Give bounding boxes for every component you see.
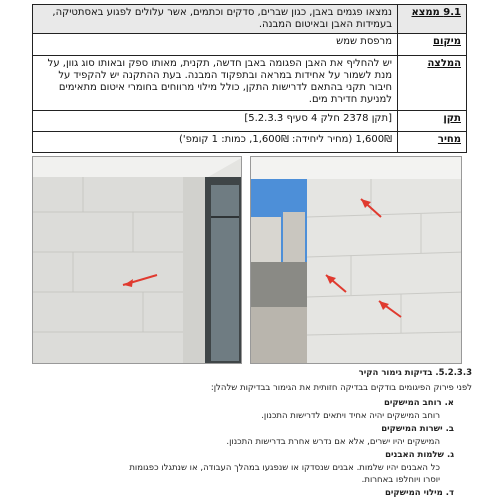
spec-item-b-letter: ב. bbox=[445, 424, 454, 434]
photo-gallery bbox=[32, 156, 462, 364]
stone-wall-balcony-image bbox=[251, 157, 462, 364]
finding-text: נמצאו פגמים באבן, כגון שברים, סדקים וכתמים, אשר עלולים לפגוע באסתטיקה, בעמידות האבן ובאיטום המבנה. bbox=[33, 5, 398, 34]
spec-item-d-letter: ד. bbox=[445, 488, 454, 498]
location-label: מיקום bbox=[398, 34, 467, 56]
standard-label: תקן bbox=[398, 111, 467, 132]
stone-wall-photo-corner bbox=[32, 156, 242, 364]
spec-item-c-text2: יוסרו ויוחלפו באחרות. bbox=[361, 475, 440, 485]
spec-title: בדיקות גימור הקיר bbox=[358, 368, 433, 378]
standard-row bbox=[33, 111, 467, 132]
price-label: מחיר bbox=[398, 132, 467, 153]
spec-number: 5.2.3.3. bbox=[435, 368, 472, 378]
recommendation-text: יש להחליף את האבן הפגומה באבן חדשה, תקנית, מאותו ספק ובאותו סוג גוון, על מנת לשמור על אחידות במראה ובתפקוד המבנה. בעת ההתקנה יש להקפיד על חיבור תקני בהתאם לדרישות התקן, כולל מילוי מרווחים בחומרי איטום מתאימים למניעת חדירת מים. bbox=[33, 56, 398, 111]
price-text: 1,600₪ (מחיר ליחידה: 1,600₪, כמות: 1 קומפ') bbox=[33, 132, 398, 153]
spec-item-d-title: ד. מילוי המישקים bbox=[385, 488, 454, 498]
stone-wall-photo-balcony bbox=[250, 156, 462, 364]
recommendation-label: המלצה bbox=[398, 56, 467, 111]
spec-item-b-title: ב. ישרות המישקים bbox=[381, 424, 454, 434]
spec-item-a-title: א. רוחב המישקים bbox=[383, 398, 454, 408]
recommendation-row bbox=[33, 56, 467, 111]
location-row bbox=[33, 34, 467, 56]
standard-text: [תקן 2378 חלק 4 סעיף 5.2.3.3] bbox=[33, 111, 398, 132]
location-text: מרפסת שמש bbox=[33, 34, 398, 56]
finding-label: 9.1 ממצא bbox=[398, 5, 467, 34]
spec-item-b-text: המישקים יהיו ישרים, אלא אם נדרש אחרת בדרישות התכנון. bbox=[226, 437, 440, 447]
stone-wall-corner-image bbox=[33, 157, 242, 364]
spec-item-c-title: ג. שלמות האבנים bbox=[385, 450, 454, 460]
spec-item-c-letter: ג. bbox=[446, 450, 454, 460]
price-row bbox=[33, 132, 467, 153]
spec-intro: לפני פירוק הפיגומים בודקים בבדיקה חזותית את הגימור בבדיקות שלהלן: bbox=[210, 383, 472, 393]
spec-item-a-letter: א. bbox=[444, 398, 454, 408]
finding-row bbox=[33, 5, 467, 34]
spec-item-a-text: רוחב המישקים יהיה אחיד ויתאים לדרישות התכנון. bbox=[261, 411, 440, 421]
findings-table bbox=[32, 4, 467, 153]
spec-heading bbox=[32, 368, 472, 379]
spec-item-c-text: כל האבנים יהיו שלמות. אבנים שנסדקו או שנפגעו במהלך העבודה, או שנתגלו כפגומות bbox=[129, 463, 440, 473]
